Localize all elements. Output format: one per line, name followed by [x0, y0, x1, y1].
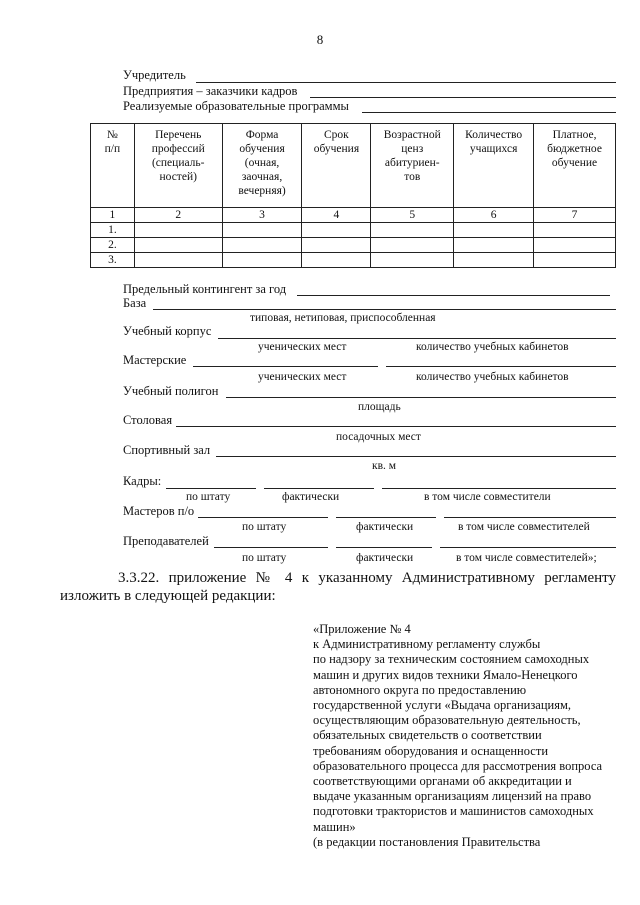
- gym-sqm: кв. м: [372, 460, 397, 472]
- canteen-label: Столовая: [123, 413, 173, 427]
- table-cell[interactable]: [534, 253, 616, 268]
- table-cell[interactable]: [454, 253, 534, 268]
- table-cell[interactable]: [222, 223, 302, 238]
- col-num: 1: [91, 208, 135, 223]
- table-cell[interactable]: [454, 223, 534, 238]
- masters-actual-line[interactable]: [336, 517, 436, 518]
- appendix-line: образовательного процесса для рассмотрения вопроса: [313, 758, 603, 773]
- workshops-places: ученических мест: [258, 371, 347, 383]
- programs-line[interactable]: [362, 112, 616, 113]
- appendix-line: соответствующими органами об аккредитации и: [313, 774, 572, 789]
- masters-label: Мастеров п/о: [123, 504, 195, 518]
- staff-parttime: в том числе совместители: [424, 491, 551, 503]
- appendix-line: государственной услуги «Выдача организациям,: [313, 698, 571, 713]
- table-cell[interactable]: [534, 238, 616, 253]
- table-cell[interactable]: [302, 223, 371, 238]
- building-label: Учебный корпус: [123, 324, 212, 338]
- appendix-line: машин и других видов техники Ямало-Ненецкого: [313, 667, 578, 682]
- col-header-form: Форма обучения (очная, заочная, вечерняя): [222, 124, 302, 208]
- masters-actual: фактически: [356, 521, 414, 533]
- table-cell[interactable]: [222, 238, 302, 253]
- table-cell[interactable]: [134, 238, 222, 253]
- row-number: 1.: [91, 223, 135, 238]
- programs-label: Реализуемые образовательные программы: [123, 99, 349, 113]
- table-row: [91, 253, 616, 268]
- column-number-row: [91, 208, 616, 223]
- workshops-label: Мастерские: [123, 353, 187, 367]
- teachers-actual-line[interactable]: [336, 547, 432, 548]
- table-cell[interactable]: [134, 223, 222, 238]
- table-header-row: [91, 124, 616, 208]
- staff-bystaff: по штату: [186, 491, 231, 503]
- teachers-bystaff: по штату: [242, 552, 287, 564]
- polygon-line[interactable]: [226, 397, 616, 398]
- table-cell[interactable]: [371, 223, 454, 238]
- employers-label: Предприятия – заказчики кадров: [123, 84, 298, 98]
- base-label: База: [123, 296, 147, 310]
- col-header-payment: Платное, бюджетное обучение: [534, 124, 616, 208]
- appendix-line: к Административному регламенту службы: [313, 637, 541, 652]
- col-header-professions: Перечень профессий (специаль- ностей): [134, 124, 222, 208]
- polygon-label: Учебный полигон: [123, 384, 219, 398]
- contingent-label: Предельный контингент за год: [123, 282, 287, 296]
- building-places: ученических мест: [258, 341, 347, 353]
- masters-parttime: в том числе совместителей: [458, 521, 590, 533]
- appendix-line: (в редакции постановления Правительства: [313, 834, 541, 849]
- workshops-places-line[interactable]: [193, 366, 378, 367]
- programs-table: [90, 123, 616, 268]
- staff-bystaff-line[interactable]: [166, 488, 256, 489]
- staff-parttime-line[interactable]: [382, 488, 616, 489]
- appendix-line: обязательных свидетельств о соответствии: [313, 728, 542, 743]
- staff-label: Кадры:: [123, 474, 162, 488]
- teachers-bystaff-line[interactable]: [214, 547, 328, 548]
- paragraph-line-2: изложить в следующей редакции:: [60, 588, 276, 604]
- appendix-line: подготовки трактористов и машинистов самоходных: [313, 804, 594, 819]
- table-row: [91, 223, 616, 238]
- row-number: 3.: [91, 253, 135, 268]
- base-line[interactable]: [153, 309, 616, 310]
- table-cell[interactable]: [454, 238, 534, 253]
- staff-actual: фактически: [282, 491, 340, 503]
- building-line[interactable]: [218, 338, 616, 339]
- col-header-age: Возрастной ценз абитуриен- тов: [371, 124, 454, 208]
- table-cell[interactable]: [534, 223, 616, 238]
- col-num: 2: [134, 208, 222, 223]
- appendix-caption: [313, 622, 613, 850]
- canteen-seats: посадочных мест: [336, 431, 421, 443]
- col-num: 5: [371, 208, 454, 223]
- polygon-area: площадь: [358, 401, 401, 413]
- table-row: [91, 238, 616, 253]
- founder-line[interactable]: [196, 82, 616, 83]
- table-cell[interactable]: [302, 238, 371, 253]
- workshops-classrooms: количество учебных кабинетов: [416, 371, 569, 383]
- appendix-line: «Приложение № 4: [313, 622, 411, 636]
- employers-line[interactable]: [310, 97, 616, 98]
- teachers-parttime: в том числе совместителей»;: [456, 552, 597, 564]
- masters-bystaff: по штату: [242, 521, 287, 533]
- gym-line[interactable]: [216, 456, 616, 457]
- paragraph-line-1: 3.3.22. приложение № 4 к указанному Административному регламенту: [118, 570, 616, 586]
- appendix-line: выдаче указанным организациям лицензий на право: [313, 789, 592, 804]
- gym-label: Спортивный зал: [123, 443, 211, 457]
- teachers-actual: фактически: [356, 552, 414, 564]
- teachers-label: Преподавателей: [123, 534, 209, 548]
- appendix-line: требованиям оборудования и оснащенности: [313, 743, 549, 758]
- col-header-number: № п/п: [91, 124, 135, 208]
- table-cell[interactable]: [222, 253, 302, 268]
- col-num: 7: [534, 208, 616, 223]
- table-cell[interactable]: [371, 238, 454, 253]
- masters-bystaff-line[interactable]: [198, 517, 328, 518]
- page-number: 8: [316, 32, 324, 47]
- canteen-line[interactable]: [176, 426, 616, 427]
- staff-actual-line[interactable]: [264, 488, 374, 489]
- row-number: 2.: [91, 238, 135, 253]
- table-cell[interactable]: [371, 253, 454, 268]
- teachers-parttime-line[interactable]: [440, 547, 616, 548]
- col-header-duration: Срок обучения: [302, 124, 371, 208]
- col-num: 3: [222, 208, 302, 223]
- appendix-line: машин»: [313, 819, 356, 834]
- table-cell[interactable]: [134, 253, 222, 268]
- founder-label: Учредитель: [123, 68, 186, 82]
- col-header-students: Количество учащихся: [454, 124, 534, 208]
- base-hint: типовая, нетиповая, приспособленная: [250, 312, 436, 324]
- col-num: 6: [454, 208, 534, 223]
- col-num: 4: [302, 208, 371, 223]
- masters-parttime-line[interactable]: [444, 517, 616, 518]
- appendix-line: осуществляющим образовательную деятельность,: [313, 713, 581, 728]
- appendix-line: автономного округа по предоставлению: [313, 682, 527, 697]
- contingent-line[interactable]: [297, 295, 610, 296]
- table-cell[interactable]: [302, 253, 371, 268]
- appendix-line: по надзору за техническим состоянием самоходных: [313, 652, 590, 667]
- building-classrooms: количество учебных кабинетов: [416, 341, 569, 353]
- workshops-classrooms-line[interactable]: [386, 366, 616, 367]
